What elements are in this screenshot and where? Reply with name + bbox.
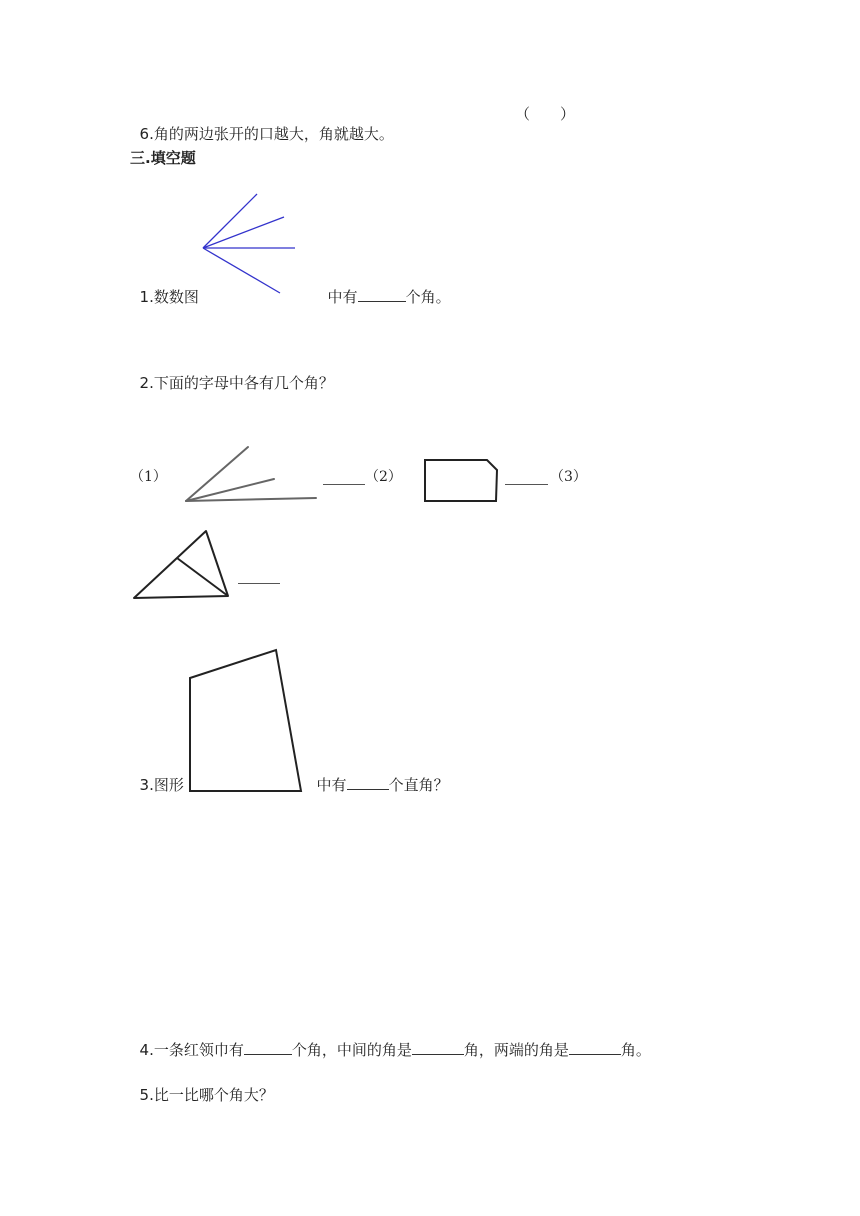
triangle-figure-2-3 (130, 528, 235, 603)
fill-question-5 (130, 1065, 274, 1105)
answer-blank-1[interactable] (323, 484, 365, 485)
answer-blank-count[interactable] (244, 1040, 292, 1055)
pentagon-figure-2-2 (420, 455, 502, 507)
question-text-b: 个角。 (405, 288, 451, 306)
sub-label-3: （3） (550, 469, 587, 485)
question-number: 1. (139, 288, 154, 306)
question-number: 6. (139, 125, 154, 143)
answer-blank-3[interactable] (238, 583, 280, 584)
question-number: 5. (139, 1086, 154, 1104)
question-text-4: 角。 (620, 1041, 651, 1059)
question-number: 4. (139, 1041, 154, 1059)
question-number: 3. (139, 776, 154, 794)
fill-question-3-rest (307, 755, 449, 795)
sub-label-2: （2） (365, 469, 402, 485)
question-text-a: 中有 (327, 288, 358, 306)
sub-label-1: （1） (130, 469, 167, 485)
answer-blank-middle[interactable] (412, 1040, 464, 1055)
answer-bracket: （ ） (515, 105, 576, 123)
question-text-3: 角，两端的角是 (463, 1041, 569, 1059)
question-6 (130, 104, 394, 144)
question-text: 下面的字母中各有几个角？ (153, 374, 334, 392)
fill-question-1-rest (318, 267, 451, 307)
section-title: 三.填空题 (130, 149, 196, 167)
answer-blank-2[interactable] (505, 484, 548, 485)
angles-figure-2-1 (180, 440, 325, 510)
answer-blank[interactable] (347, 775, 389, 790)
question-text-1: 一条红领巾有 (153, 1041, 244, 1059)
angles-figure-1 (195, 190, 305, 300)
question-number: 2. (139, 374, 154, 392)
question-text: 比一比哪个角大？ (153, 1086, 274, 1104)
quadrilateral-figure-3 (185, 645, 307, 797)
fill-question-3 (130, 755, 184, 795)
question-text-before: 数数图 (153, 288, 199, 306)
question-text: 角的两边张开的口越大，角就越大。 (153, 125, 394, 143)
question-text-a: 中有 (316, 776, 347, 794)
question-text-b: 个直角？ (388, 776, 449, 794)
fill-question-4 (130, 1020, 651, 1060)
fill-question-2 (130, 353, 334, 393)
question-text-before: 图形 (153, 776, 184, 794)
answer-blank-ends[interactable] (569, 1040, 621, 1055)
answer-blank[interactable] (358, 287, 406, 302)
fill-question-1 (130, 267, 199, 307)
question-text-2: 个角，中间的角是 (291, 1041, 412, 1059)
